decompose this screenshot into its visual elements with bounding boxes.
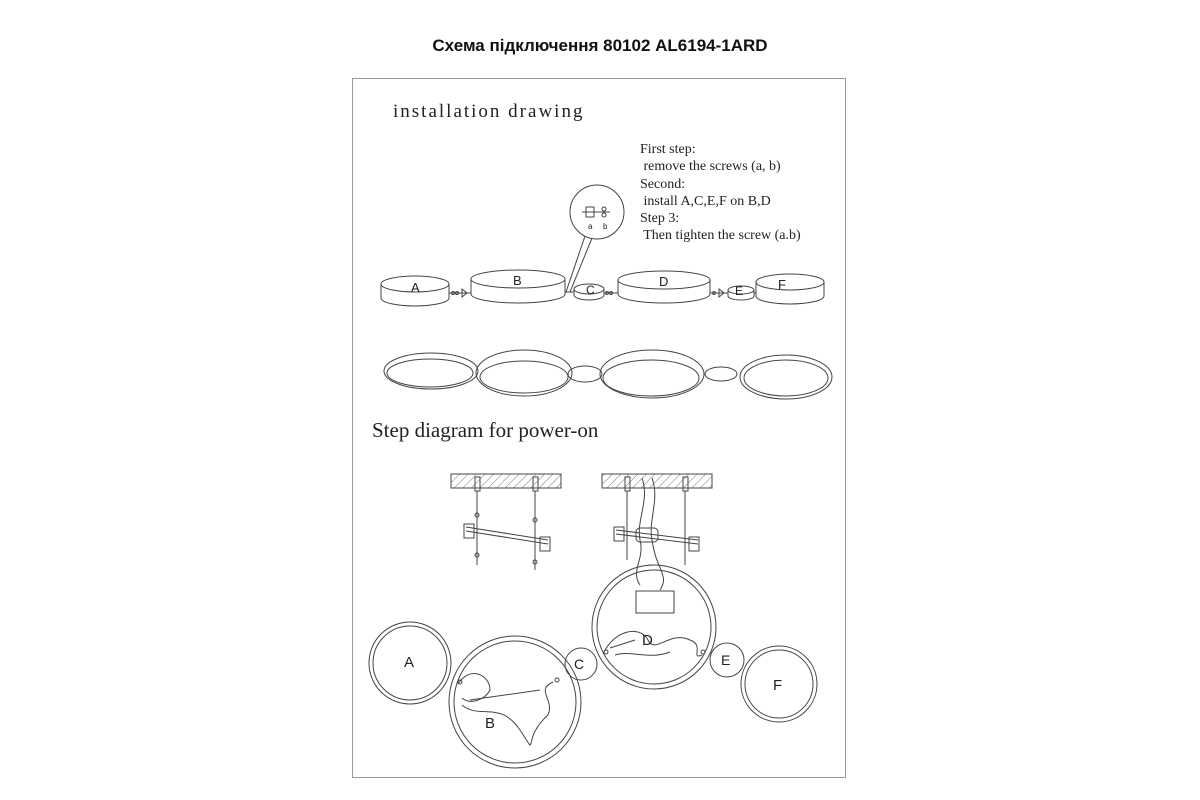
instruction-line: Second: xyxy=(640,177,686,192)
wiring-ring-c-label: C xyxy=(574,656,585,672)
screw-b-label: b xyxy=(603,222,608,231)
wiring-ring-b-label: B xyxy=(485,715,496,732)
instruction-line: install A,C,E,F on B,D xyxy=(640,194,771,209)
instruction-line: First step: xyxy=(640,142,696,157)
assembled-ring-row xyxy=(384,350,832,399)
power-on-heading: Step diagram for power-on xyxy=(372,418,599,442)
wiring-ring-d xyxy=(592,565,716,689)
wiring-ring-e-label: E xyxy=(721,652,731,668)
exploded-ring-row xyxy=(381,270,824,306)
wiring-ring-b xyxy=(449,636,581,768)
wiring-ring-a-label: A xyxy=(404,654,415,671)
instruction-line: Then tighten the screw (a.b) xyxy=(640,228,801,243)
instruction-line: Step 3: xyxy=(640,211,680,226)
screw-a-label: a xyxy=(588,222,593,231)
ceiling-mount-left xyxy=(451,474,561,570)
screw-detail-callout xyxy=(566,185,624,292)
ring-c-label: C xyxy=(586,283,595,297)
page-title: Схема підключення 80102 AL6194-1ARD xyxy=(432,36,768,55)
ring-e-label: E xyxy=(735,284,744,298)
instruction-line: remove the screws (a, b) xyxy=(640,159,781,174)
ring-d-label: D xyxy=(659,274,669,289)
wiring-ring-f-label: F xyxy=(773,677,783,694)
installation-heading: installation drawing xyxy=(393,101,585,122)
ring-f-disc xyxy=(756,274,824,304)
ring-b-label: B xyxy=(513,273,522,288)
ring-f-label: F xyxy=(778,277,786,292)
ring-a-label: A xyxy=(411,280,420,295)
ceiling-mount-right xyxy=(602,474,712,590)
instructions-block xyxy=(640,142,801,243)
wiring-ring-d-label: D xyxy=(642,632,653,649)
